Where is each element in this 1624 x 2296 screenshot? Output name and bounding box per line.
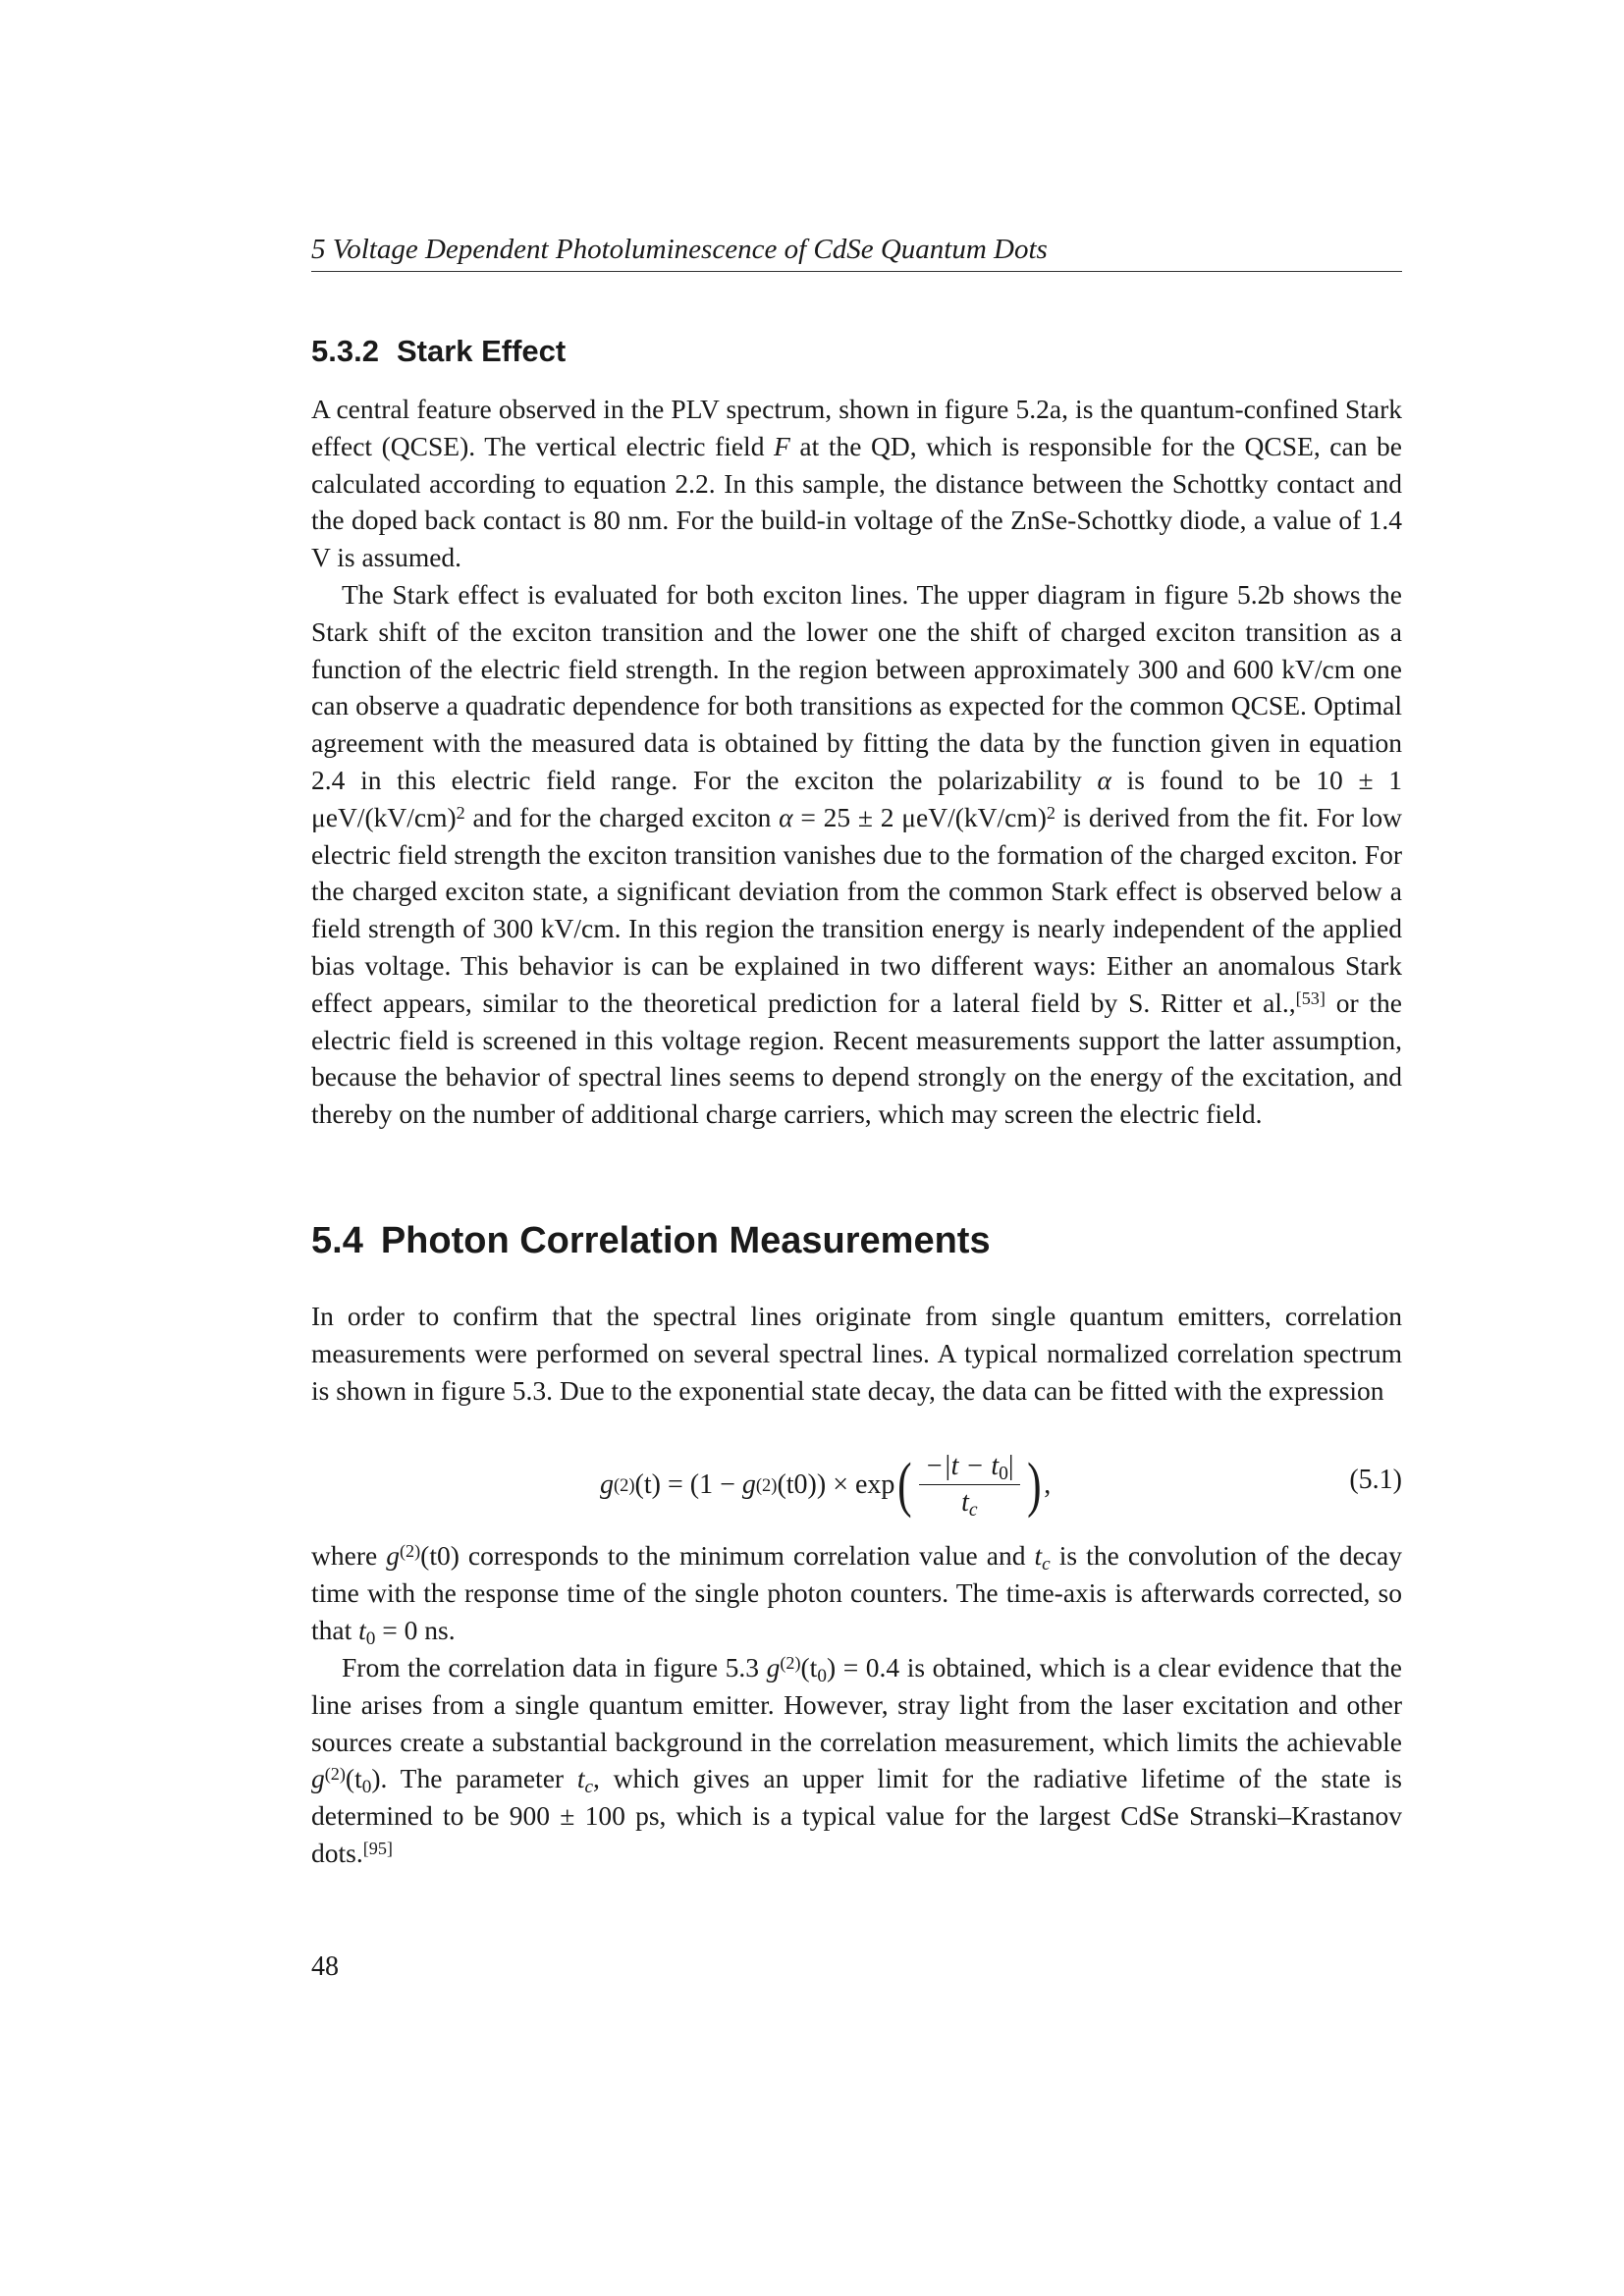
text-run: and for the charged exciton — [464, 801, 780, 832]
math-var-g: g — [741, 1468, 756, 1500]
math-var-t: t — [961, 1487, 969, 1518]
superscript: 2 — [456, 802, 465, 823]
equation-number: (5.1) — [1349, 1465, 1402, 1495]
citation-ref[interactable]: [95] — [362, 1838, 393, 1858]
subsection-title: Stark Effect — [396, 334, 567, 368]
section-heading-photon-correlation — [311, 1217, 991, 1264]
math-var-alpha: α — [779, 801, 793, 832]
subscript: 0 — [817, 1665, 827, 1686]
text-run: is found to be 10 ± 1 μeV/(kV/cm) — [311, 764, 1402, 832]
fraction — [919, 1451, 1019, 1519]
document-page — [311, 0, 1402, 2296]
paragraph-equation-explanation — [311, 1537, 1402, 1648]
text-run: = 25 ± 2 μeV/(kV/cm) — [792, 801, 1047, 832]
math-var-g: g — [600, 1468, 614, 1500]
math-arg: (t) — [634, 1468, 661, 1500]
math-var-t: t — [576, 1763, 585, 1794]
fraction-denominator — [961, 1485, 977, 1519]
paragraph-stark-intro — [311, 391, 1402, 576]
text-run: corresponds to the minimum correlation value and — [459, 1540, 1035, 1571]
paragraph-correlation-results — [311, 1649, 1402, 1872]
fraction-numerator — [919, 1451, 1019, 1485]
math-arg: ) — [826, 1652, 837, 1682]
superscript: (2) — [400, 1540, 421, 1561]
subsection-heading-stark-effect — [311, 332, 566, 371]
math-var-g: g — [311, 1763, 325, 1794]
citation-ref[interactable]: [53] — [1295, 988, 1326, 1008]
equation-5-1 — [311, 1441, 1402, 1529]
running-header: 5 Voltage Dependent Photoluminescence of CdSe Quantum Dots — [311, 232, 1402, 272]
text-run: at the QD, which is responsible for the QCSE, can be calculated according to equation 2.2. In this sample, the distance between the Schottky contact and the doped back contact is 80 nm. For the build-in voltage of the ZnSe-Schottky diode, a value of 1.4 V is assumed. — [311, 430, 1402, 573]
math-op: ) × exp — [816, 1468, 895, 1500]
text-run: A central feature observed in the PLV spectrum, shown in figure 5.2a, is the quantum-confined Stark effect (QCSE). The vertical electric field — [311, 394, 1402, 461]
math-op: = (1 − — [660, 1468, 742, 1500]
math-var-F: F — [774, 430, 790, 461]
superscript: (2) — [780, 1652, 801, 1673]
subscript: 0 — [365, 1628, 376, 1649]
text-run: is the convolution of the decay time with the response time of the single photon counters. The time-axis is afterwards corrected, so that — [311, 1540, 1403, 1645]
subscript: 0 — [361, 1777, 372, 1798]
math-arg: (t0) — [420, 1540, 460, 1571]
subscript: c — [584, 1777, 593, 1798]
math-arg: (t — [345, 1763, 362, 1794]
text-run: The Stark effect is evaluated for both exciton lines. The upper diagram in figure 5.2b shows the Stark shift of the exciton transition and the lower one the shift of charged exciton transition as a function of the electric field strength. In the region between approximately 300 and 600 kV/cm one can observe a quadratic dependence for both transitions as expected for the common QCSE. Optimal agreement with the measured data is obtained by fitting the data by the function given in equation 2.4 in this electric field range. For the exciton the polarizability — [311, 579, 1402, 795]
text-run: = 0.4 is obtained, which is a clear evidence that the line arises from a single quantum emitter. However, stray light from the laser excitation and other sources create a substantial background in the correlation measurement, which limits the achievable — [311, 1652, 1402, 1757]
math-var-t: t — [358, 1614, 366, 1645]
text-run: where — [311, 1540, 387, 1571]
math-var-g: g — [766, 1652, 781, 1682]
text-run: From the correlation data in figure 5.3 — [342, 1652, 767, 1682]
paragraph-stark-evaluation — [311, 576, 1402, 1133]
subscript: c — [1042, 1553, 1051, 1575]
math-arg: (t — [800, 1652, 818, 1682]
math-var-t: t — [1034, 1540, 1043, 1571]
right-paren-icon: ) — [1026, 1451, 1042, 1519]
section-number: 5.4 — [311, 1220, 363, 1261]
text-run: or the electric field is screened in this voltage region. Recent measurements support the latter assumption, because the behavior of spectral lines seems to depend strongly on the energy of the excitation, and thereby on the number of additional charge carriers, which may screen the electric field. — [311, 987, 1402, 1130]
subscript: 0 — [999, 1463, 1008, 1484]
equation-body: g (2) (t) = (1 − g (2) (t0) ) × exp ( $\frac{-|t - t_0|}{t_c}$ ) , — [600, 1451, 1052, 1521]
subsection-number: 5.3.2 — [311, 334, 379, 368]
subscript: c — [968, 1499, 978, 1521]
text-run: . The parameter — [380, 1763, 577, 1794]
left-paren-icon: ( — [897, 1451, 912, 1519]
paragraph-correlation-intro: In order to confirm that the spectral lines originate from single quantum emitters, correlation measurements were performed on several spectral lines. A typical normalized correlation spectrum is shown in figure 5.3. Due to the exponential state decay, the data can be fitted with the expression — [311, 1301, 1402, 1406]
text-run: , which gives an upper limit for the radiative lifetime of the state is determined to be 900 ± 100 ps, which is a typical value for the largest CdSe Stranski–Krastanov dots. — [311, 1763, 1402, 1868]
section-title: Photon Correlation Measurements — [380, 1220, 991, 1261]
math-text: −|t − t — [925, 1451, 1000, 1481]
text-run: = 0 ns. — [375, 1614, 456, 1645]
math-arg: (t0) — [777, 1468, 817, 1500]
math-punct: , — [1044, 1468, 1052, 1500]
superscript: 2 — [1046, 802, 1056, 823]
page-number: 48 — [311, 1951, 339, 1982]
math-var-g: g — [386, 1540, 400, 1571]
text-run: is derived from the fit. For low electric field strength the exciton transition vanishes due to the formation of the charged exciton. For the charged exciton state, a significant deviation from the common Stark effect is observed below a field strength of 300 kV/cm. In this region the transition energy is nearly independent of the applied bias voltage. This behavior is can be explained in two different ways: Either an anomalous Stark effect appears, similar to the theoretical prediction for a lateral field by S. Ritter et al., — [311, 801, 1402, 1018]
math-arg: ) — [371, 1763, 381, 1794]
math-var-alpha: α — [1097, 764, 1111, 795]
math-text: | — [1007, 1451, 1014, 1481]
superscript: (2) — [324, 1764, 346, 1785]
